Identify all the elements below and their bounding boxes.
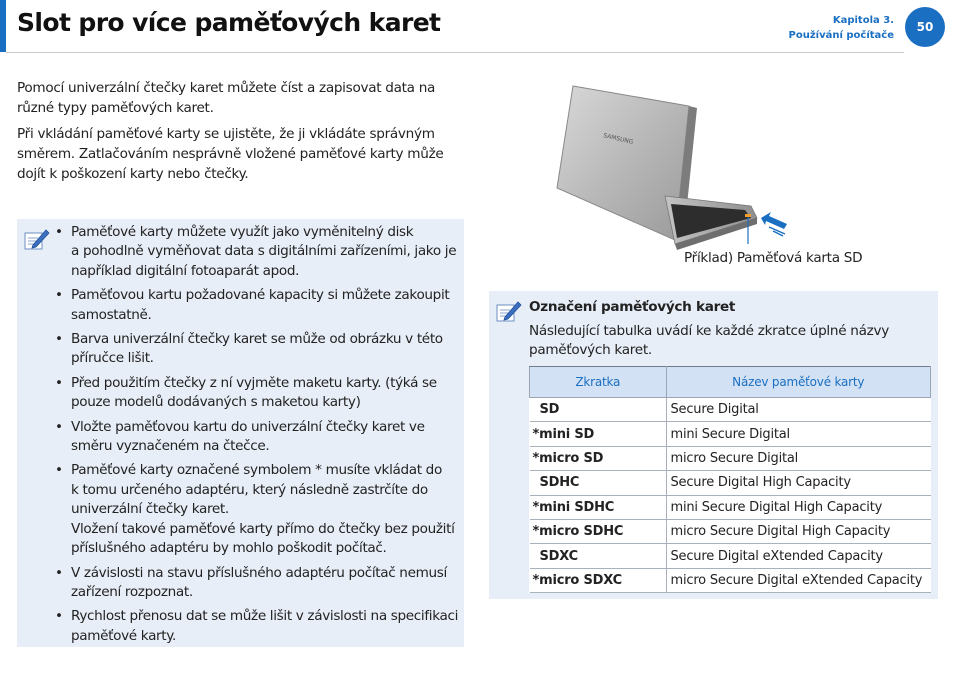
table-row (530, 519, 931, 543)
name-cell: mini Secure Digital (666, 422, 931, 446)
chapter-info (789, 13, 894, 43)
list-item: • Paměťové karty označené symbolem * musíte vkládat do k tomu určeného adaptéru, který následně zastrčíte do univerzální čtečky karet. Vložení takové paměťové karty přímo do čtečky bez použití příslušného adaptéru by mohlo poškodit počítač. (55, 462, 455, 557)
chapter-label: Kapitola 3. (832, 15, 894, 26)
note-text: Barva univerzální čtečky karet se může od obrázku v této příručce lišit. (71, 331, 443, 367)
note-text: Vložte paměťovou kartu do univerzální čtečky karet ve směru vyznačeném na čtečce. (71, 418, 425, 455)
figure-caption: Příklad) Paměťová karta SD (684, 250, 863, 266)
intro-text (17, 78, 467, 190)
list-item: • Paměťové karty můžete využít jako vyměnitelný disk a pohodlně vyměňovat data s digitálními zařízeními, jako je například digitální fotoaparát apod. (55, 224, 457, 279)
list-item: • Barva univerzální čtečky karet se může od obrázku v této příručce lišit. (55, 331, 443, 367)
name-cell: micro Secure Digital (666, 446, 931, 470)
name-cell: micro Secure Digital High Capacity (666, 519, 931, 543)
note-pencil-icon (23, 226, 51, 252)
table-row (530, 446, 931, 470)
column-header-name: Název paměťové karty (666, 367, 931, 398)
abbr-cell: SDHC (530, 471, 667, 495)
note-text: V závislosti na stavu příslušného adaptéru počítač nemusí zařízení rozpoznat. (71, 564, 447, 600)
name-cell: mini Secure Digital High Capacity (666, 495, 931, 519)
card-info-box (489, 291, 938, 599)
page-number-badge: 50 (905, 7, 945, 47)
table-row (530, 568, 931, 592)
abbr-cell: *micro SD (530, 446, 667, 470)
note-text: Paměťové karty můžete využít jako vyměnitelný disk a pohodlně vyměňovat data s digitálními zařízeními, jako je například digitální fotoaparát apod. (71, 224, 457, 279)
abbr-cell: SD (530, 398, 667, 422)
list-item: • Před použitím čtečky z ní vyjměte maketu karty. (týká se pouze modelů dodávaných s maketou karty) (55, 374, 437, 411)
insert-arrow-icon (761, 212, 787, 229)
abbr-cell: *micro SDHC (530, 519, 667, 543)
notes-list (55, 223, 459, 651)
note-text: Paměťovou kartu požadované kapacity si můžete zakoupit samostatně. (71, 287, 450, 323)
list-item: • V závislosti na stavu příslušného adaptéru počítač nemusí zařízení rozpoznat. (55, 564, 447, 600)
title-divider (6, 52, 904, 53)
card-info-description: Následující tabulka uvádí ke každé zkratce úplné názvy paměťových karet. (529, 323, 889, 359)
laptop-brand-logo: SAMSUNG (602, 132, 634, 146)
abbr-cell: *micro SDXC (530, 568, 667, 592)
table-header-row (530, 367, 931, 398)
abbr-cell: *mini SD (530, 422, 667, 446)
note-pencil-icon (495, 298, 523, 324)
intro-paragraph: Pomocí univerzální čtečky karet můžete číst a zapisovat data na různé typy paměťových karet. (17, 80, 436, 116)
name-cell: micro Secure Digital eXtended Capacity (666, 568, 931, 592)
card-slot (745, 214, 751, 217)
note-text: Rychlost přenosu dat se může lišit v závislosti na specifikaci paměťové karty. (71, 608, 459, 644)
table-row (530, 398, 931, 422)
abbr-cell: SDXC (530, 544, 667, 568)
column-header-abbr: Zkratka (530, 367, 667, 398)
note-text: Před použitím čtečky z ní vyjměte maketu karty. (týká se pouze modelů dodávaných s maketou karty) (71, 374, 437, 411)
table-row (530, 422, 931, 446)
page-title: Slot pro více paměťových karet (17, 8, 441, 37)
chapter-name: Používání počítače (788, 30, 894, 41)
table-row (530, 544, 931, 568)
card-info-heading: Označení paměťových karet (529, 299, 736, 315)
intro-paragraph: Při vkládání paměťové karty se ujistěte, že ji vkládáte správným směrem. Zatlačováním nesprávně vložené paměťové karty může dojít k poškození karty nebo čtečky. (17, 126, 444, 182)
table-row (530, 471, 931, 495)
laptop-illustration (555, 78, 805, 256)
notes-box (17, 219, 464, 647)
card-types-table (529, 366, 931, 593)
name-cell: Secure Digital eXtended Capacity (666, 544, 931, 568)
list-item: • Rychlost přenosu dat se může lišit v závislosti na specifikaci paměťové karty. (55, 608, 459, 644)
name-cell: Secure Digital High Capacity (666, 471, 931, 495)
name-cell: Secure Digital (666, 398, 931, 422)
note-text: Paměťové karty označené symbolem * musíte vkládat do k tomu určeného adaptéru, který následně zastrčíte do univerzální čtečky karet. Vložení takové paměťové karty přímo do čtečky bez použití příslušného adaptéru by mohlo poškodit počítač. (71, 462, 455, 557)
list-item: • Vložte paměťovou kartu do univerzální čtečky karet ve směru vyznačeném na čtečce. (55, 418, 425, 455)
table-row (530, 495, 931, 519)
abbr-cell: *mini SDHC (530, 495, 667, 519)
title-accent-bar (0, 0, 6, 52)
list-item: • Paměťovou kartu požadované kapacity si můžete zakoupit samostatně. (55, 287, 450, 323)
